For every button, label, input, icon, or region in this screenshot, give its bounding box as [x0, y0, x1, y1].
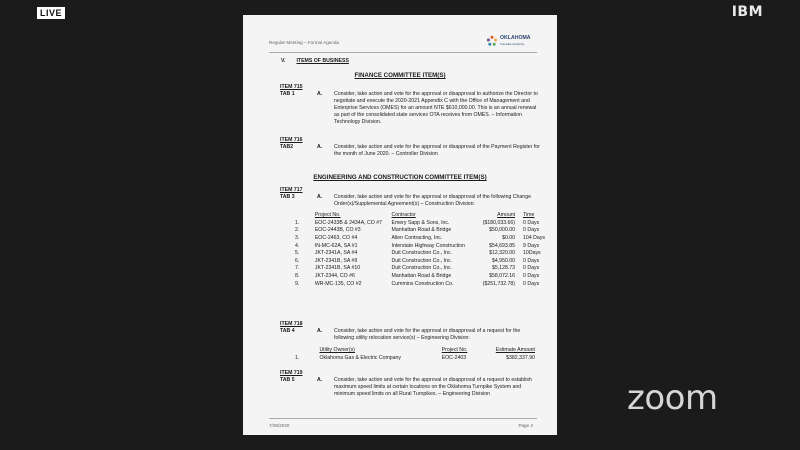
- row-index: 1.: [295, 219, 300, 226]
- row-index: 7.: [295, 265, 300, 272]
- row-index: 1.: [295, 354, 300, 361]
- time: 104 Days: [523, 235, 545, 242]
- amount: $58,072.16: [489, 273, 516, 280]
- footer-divider: [269, 418, 537, 419]
- live-badge: LIVE: [37, 7, 65, 19]
- change-order-row: [295, 280, 545, 288]
- amount: $5,128.73: [491, 265, 516, 272]
- header-divider: [269, 52, 537, 53]
- item-letter: A.: [317, 194, 323, 201]
- item-text: Consider, take action and vote for the approval or disapproval of a request for the following utility relocation service(s) – Engineering Division:: [334, 328, 521, 342]
- logo-subtext: Turnpike Authority: [500, 42, 525, 47]
- item-letter: A.: [317, 377, 323, 384]
- item-text: Consider, take action and vote for the approval or disapproval of the following Change Order(s)/Supplemental Agreement(s) – Construction Division:: [334, 194, 531, 208]
- agenda-page: [243, 15, 557, 435]
- row-index: 3.: [295, 235, 300, 242]
- item-number: ITEM 719: [280, 370, 303, 376]
- column-header-amount: Amount: [497, 212, 516, 219]
- contractor: Manhattan Road & Bridge: [391, 273, 452, 280]
- column-header-estimate: Estimate Amount: [495, 347, 535, 354]
- contractor: Emery Sapp & Sons, Inc.: [391, 219, 450, 226]
- row-index: 2.: [295, 227, 300, 234]
- agenda-item-718: [280, 321, 540, 342]
- page-header: Regular Meeting – Formal Agenda: [269, 40, 339, 45]
- item-number: ITEM 715: [280, 84, 303, 90]
- project-number: JKT-2341B, SA #10: [314, 265, 361, 272]
- project-number: EOC-2463, CO #4: [314, 235, 358, 242]
- section-number: V.: [281, 58, 286, 64]
- tab-label: TAB 5: [280, 377, 295, 384]
- utility-header-row: [295, 347, 535, 355]
- section-title-text: ITEMS OF BUSINESS: [296, 58, 349, 64]
- item-text: Consider, take action and vote for the approval or disapproval of the Payment Register for the month of June 2020. – Controller Division: [334, 144, 540, 158]
- contractor: Manhattan Road & Bridge: [391, 227, 452, 234]
- item-number: ITEM 716: [280, 137, 303, 143]
- tab-label: TAB 3: [280, 194, 295, 201]
- amount: ($180,033.66): [482, 219, 516, 226]
- logo-text: OKLAHOMA Turnpike Authority: [500, 35, 531, 47]
- project-number: JKT-2341B, SA #9: [314, 257, 358, 264]
- time: 0 Days: [523, 280, 540, 287]
- project-number: WR-MC-135, CO #2: [314, 280, 362, 287]
- amount: ($251,732.78): [482, 280, 516, 287]
- item-letter: A.: [317, 328, 323, 335]
- amount: $12,320.00: [489, 250, 516, 257]
- zoom-logo: zoom: [627, 378, 718, 418]
- item-number: ITEM 717: [280, 187, 303, 193]
- change-order-row: [295, 227, 545, 235]
- project-number: EOC-2443B, CO #3: [314, 227, 361, 234]
- time: 0 Days: [523, 265, 540, 272]
- agenda-item-717: [280, 187, 540, 208]
- row-index: 8.: [295, 273, 300, 280]
- column-header-time: Time: [523, 212, 535, 219]
- contractor: Duit Construction Co., Inc.: [391, 265, 453, 272]
- footer-page-number: Page 2: [518, 423, 533, 428]
- change-order-row: [295, 265, 545, 273]
- footer-date: 7/28/2020: [269, 423, 290, 428]
- time: 0 Days: [523, 257, 540, 264]
- item-number: ITEM 718: [280, 321, 303, 327]
- change-order-row: [295, 242, 545, 250]
- contractor: Interstate Highway Construction: [391, 242, 466, 249]
- tab-label: TAB2: [280, 144, 294, 151]
- row-index: 6.: [295, 257, 300, 264]
- contractor: Duit Construction Co., Inc.: [391, 257, 453, 264]
- time: 0 Days: [523, 227, 540, 234]
- column-header-utility-owner: Utility Owner(s): [319, 347, 355, 354]
- ota-logo-icon: [486, 35, 498, 47]
- change-order-header-row: [295, 212, 545, 220]
- time: 0 Days: [523, 273, 540, 280]
- time: 0 Days: [523, 219, 540, 226]
- tab-label: TAB 1: [280, 91, 295, 98]
- amount: $50,000.00: [489, 227, 516, 234]
- column-header-contractor: Contractor: [391, 212, 416, 219]
- ota-logo: [486, 33, 534, 49]
- project-number: EOC-2433B & 2434A, CO #7: [314, 219, 383, 226]
- item-text: Consider, take action and vote for the approval or disapproval of a request to establish maximum speed limits at certain locations on the Oklahoma Turnpike System and minimum speed limits on all Rural Turnpikes. – Engineering Division: [334, 377, 532, 398]
- agenda-item-719: [280, 370, 540, 398]
- change-order-row: [295, 220, 545, 228]
- row-index: 9.: [295, 280, 300, 287]
- time: 10Days: [523, 250, 541, 257]
- utility-owner: Oklahoma Gas & Electric Company: [319, 354, 402, 361]
- item-letter: A.: [317, 144, 323, 151]
- agenda-item-716: [280, 137, 540, 158]
- change-order-row: [295, 235, 545, 243]
- project-number: JKT-2341A, SA #4: [314, 250, 358, 257]
- row-index: 5.: [295, 250, 300, 257]
- estimate-amount: $382,337.90: [506, 354, 535, 361]
- section-title: [281, 58, 349, 65]
- utility-table: [295, 347, 535, 362]
- ibm-logo: IBM: [731, 4, 763, 20]
- change-order-row: [295, 273, 545, 281]
- engineering-committee-heading: ENGINEERING AND CONSTRUCTION COMMITTEE ITEM(S): [313, 174, 487, 181]
- time: 9 Days: [523, 242, 540, 249]
- change-order-row: [295, 258, 545, 266]
- tab-label: TAB 4: [280, 328, 295, 335]
- utility-row: [295, 355, 535, 363]
- column-header-project: Project No.: [314, 212, 341, 219]
- amount: $54,693.85: [489, 242, 516, 249]
- contractor: Cummins Construction Co.: [391, 280, 454, 287]
- item-text: Consider, take action and vote for the approval or disapproval to authorize the Director to negotiate and execute the 2020-2021 Appendix C with the Office of Management and Enterprise Services (OMES) for an amount NTE $610,000.00. This is an annual renewal as part of the consolidated state services OTA receives from OMES. – Information Technology Division.: [334, 91, 538, 126]
- change-order-table: [295, 212, 545, 288]
- contractor: Allen Contracting, Inc.: [391, 235, 443, 242]
- amount: $4,950.00: [491, 257, 516, 264]
- finance-committee-heading: FINANCE COMMITTEE ITEM(S): [354, 72, 446, 79]
- contractor: Duit Construction Co., Inc.: [391, 250, 453, 257]
- project-number: JKT-2344, CO #6: [314, 273, 355, 280]
- change-order-row: [295, 250, 545, 258]
- project-number: IN-MC-62A, SA #1: [314, 242, 358, 249]
- column-header-project: Project No.: [441, 347, 468, 354]
- agenda-item-715: [280, 84, 540, 126]
- amount: $0.00: [502, 235, 516, 242]
- item-letter: A.: [317, 91, 323, 98]
- row-index: 4.: [295, 242, 300, 249]
- project-number: EOC-2403: [441, 354, 467, 361]
